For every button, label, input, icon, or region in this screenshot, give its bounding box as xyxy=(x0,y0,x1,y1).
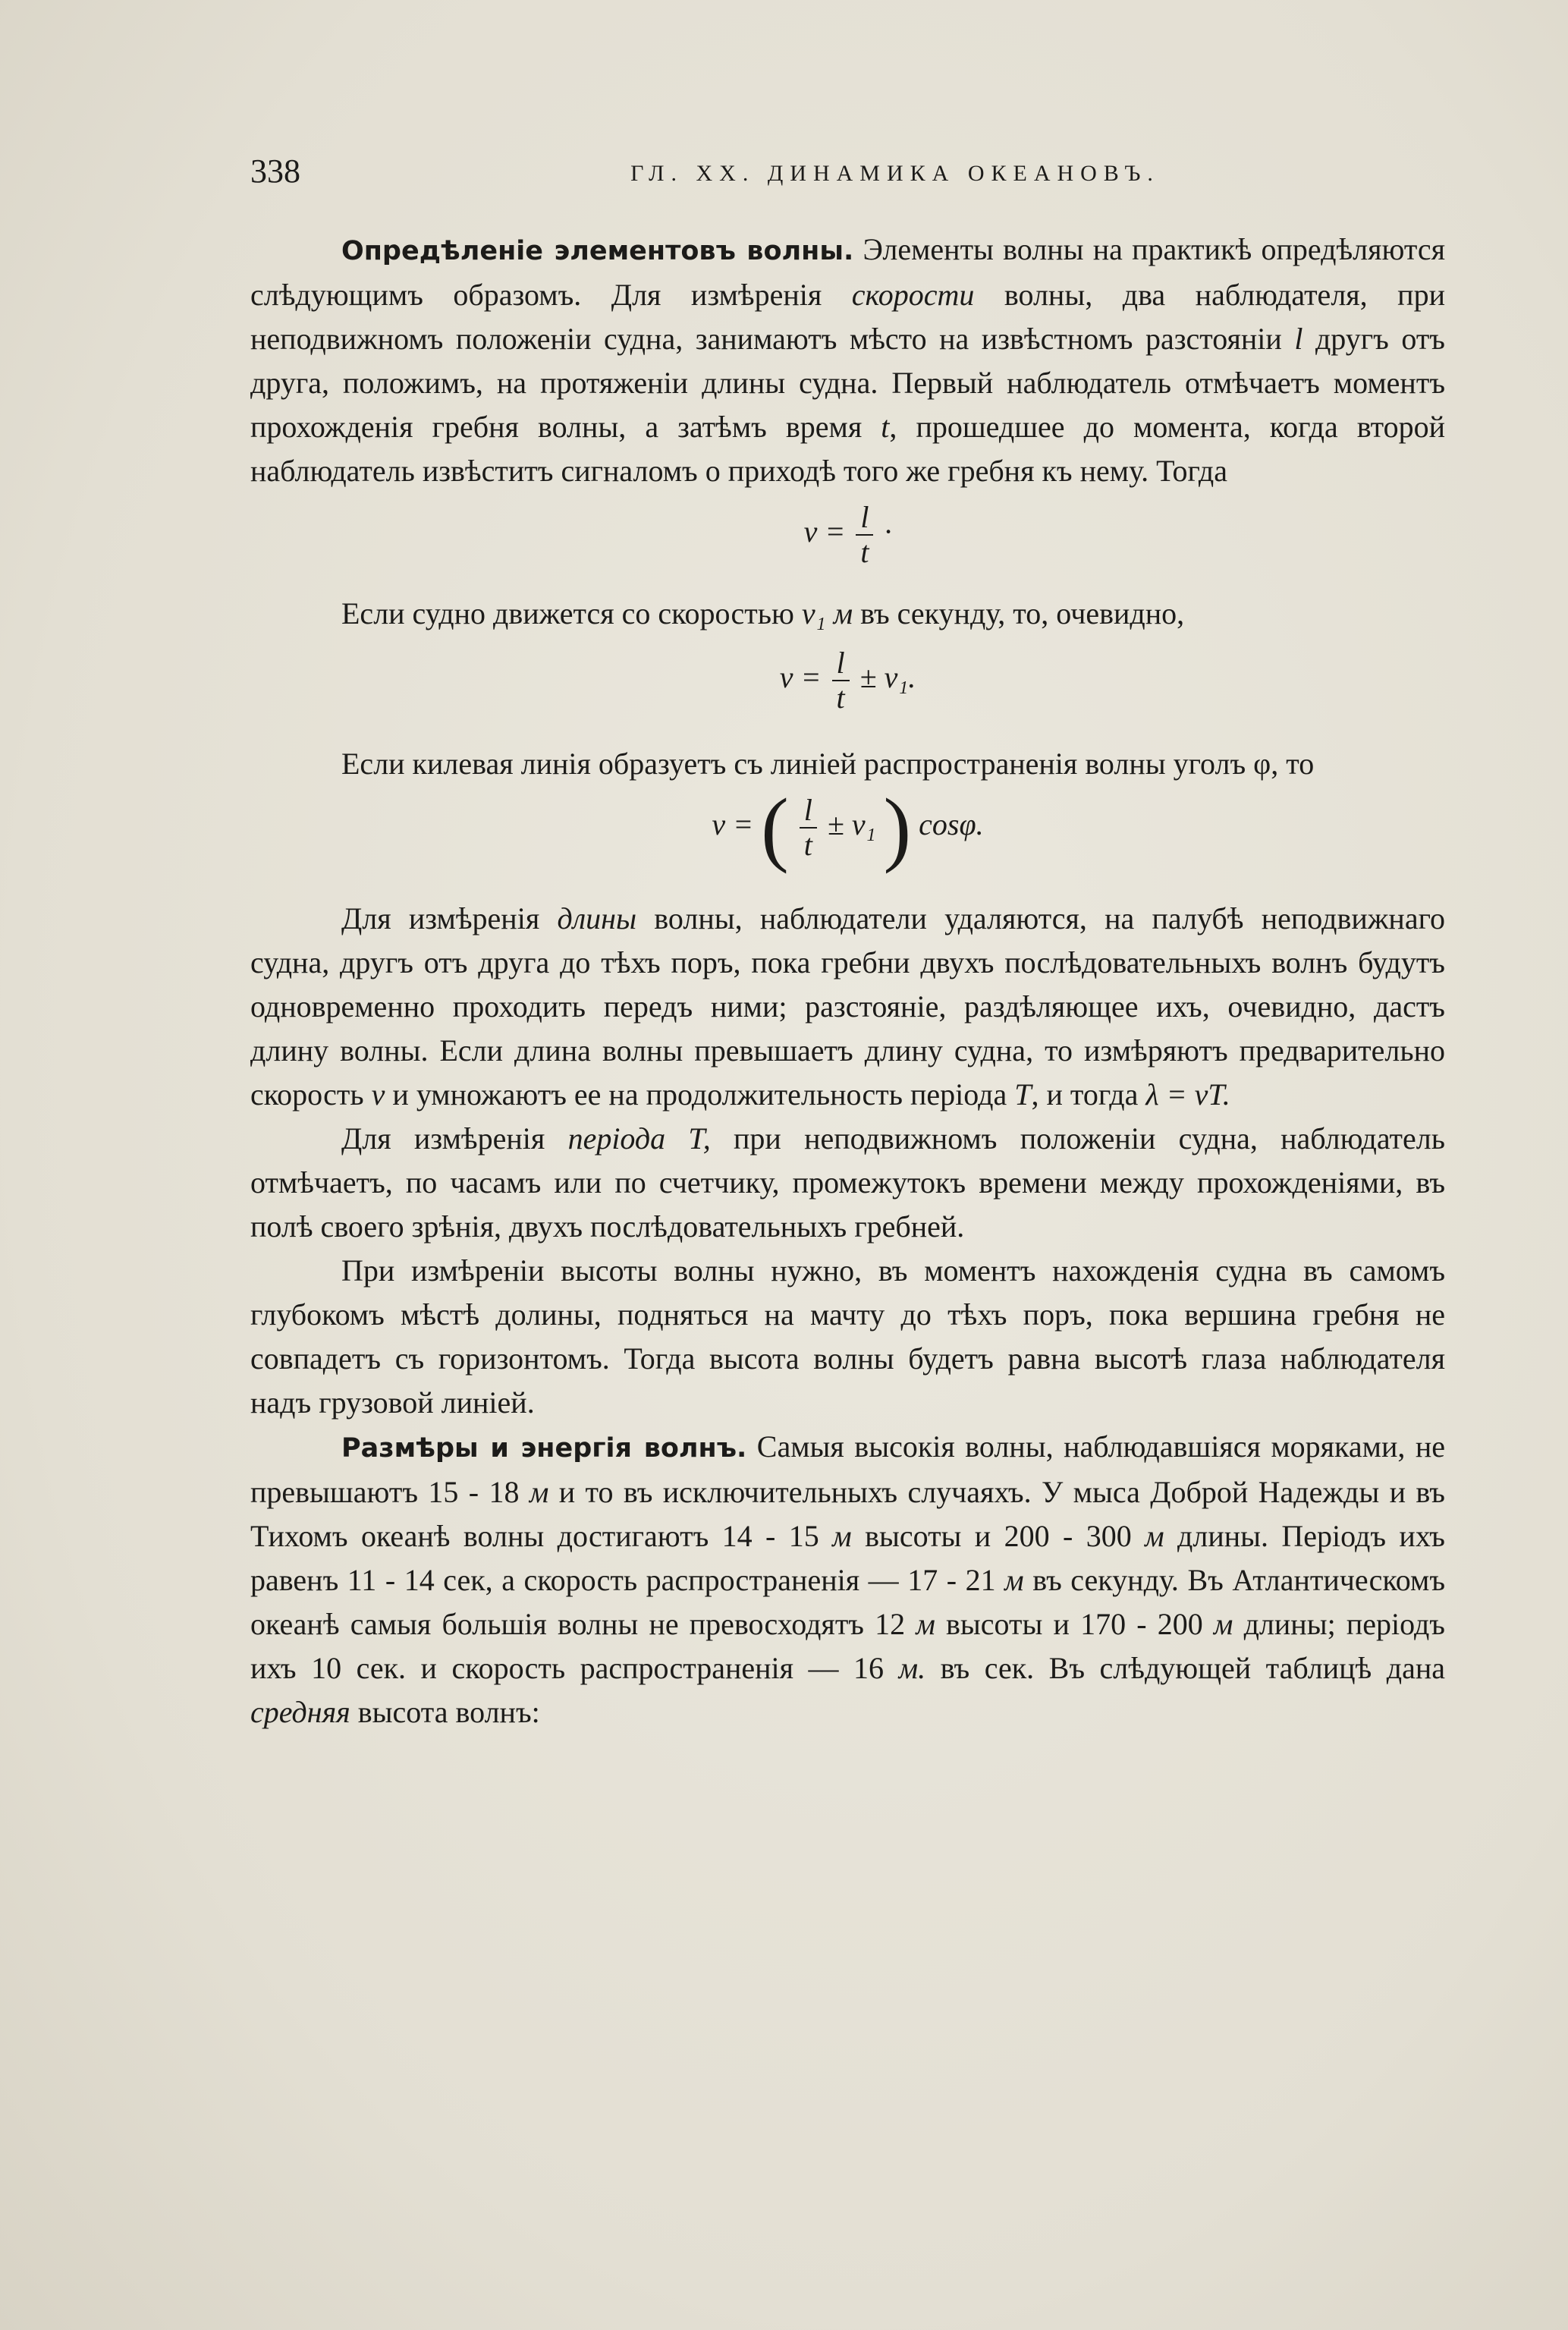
text-run: высоты и 170 - 200 xyxy=(935,1607,1214,1641)
emphasis: длины xyxy=(557,901,637,935)
formula-velocity-ship xyxy=(250,646,1445,715)
paragraph-height: При измѣреніи высоты волны нужно, въ моментъ нахожденія судна въ самомъ глубокомъ мѣстѣ долины, подняться на мачту до тѣхъ поръ, пока вершина гребня не совпадетъ съ горизонтомъ. Тогда высота волны будетъ равна высотѣ глаза наблюдателя надъ грузовой линіей. xyxy=(250,1253,1445,1420)
text-run: , прошедшее до момента, когда второй наблюдатель извѣститъ сигналомъ о приходѣ того же гребня къ нему. Тогда xyxy=(250,410,1445,488)
text-run: Если судно движется со скоростью xyxy=(341,596,802,630)
text-run: высоты и 200 - 300 xyxy=(851,1519,1145,1553)
text-run: Если килевая линія образуетъ съ линіей распространенія волны уголъ φ, то xyxy=(341,747,1315,781)
denominator: t xyxy=(832,680,850,715)
text-run: длины; періодъ ихъ 10 сек. и скорость распространенія — 16 xyxy=(250,1607,1445,1685)
formula-lhs: v = xyxy=(803,514,846,549)
numerator: l xyxy=(803,793,812,827)
unit: м xyxy=(1145,1519,1164,1553)
text-run: Для измѣренія xyxy=(341,1121,568,1156)
emphasis: періода T, xyxy=(567,1121,711,1156)
section-heading: Опредѣленіе элементовъ волны. xyxy=(341,236,854,266)
fraction xyxy=(856,501,873,569)
unit: м xyxy=(916,1607,935,1641)
formula-rhs: cosφ. xyxy=(919,807,984,842)
unit: м xyxy=(1213,1607,1233,1641)
formula-rhs: ± v₁. xyxy=(859,660,916,695)
paragraph-definition xyxy=(250,228,1445,493)
paragraph-period xyxy=(250,1117,1445,1249)
emphasis: v xyxy=(371,1077,385,1112)
formula-mid: ± v₁ xyxy=(827,807,876,842)
fraction xyxy=(800,794,817,862)
formula-lhs: v = xyxy=(712,807,754,842)
text-run: высота волнъ: xyxy=(350,1695,540,1729)
fraction xyxy=(832,646,850,715)
text-run: Самыя высокія волны, наблюдавшіяся моряками, не превышаютъ 15 - 18 xyxy=(250,1429,1446,1509)
text-run: , и тогда xyxy=(1031,1077,1146,1112)
text-run: въ сек. Въ слѣдующей таблицѣ дана xyxy=(925,1651,1445,1685)
numerator: l xyxy=(836,646,845,680)
unit: м xyxy=(529,1475,549,1509)
paragraph-keel-angle xyxy=(250,742,1445,786)
text-run: въ секунду, то, очевидно, xyxy=(853,596,1185,630)
formula-lhs: v = xyxy=(779,660,822,695)
page-body xyxy=(250,228,1445,1734)
emphasis: t xyxy=(881,410,890,444)
emphasis: λ = vT. xyxy=(1145,1077,1230,1112)
denominator: t xyxy=(800,827,817,862)
text-run: при неподвижномъ положеніи судна, наблюдатель отмѣчаетъ, по часамъ или по счетчику, промежутокъ времени между прохожденіями, въ полѣ своего зрѣнія, двухъ послѣдовательныхъ гребней. xyxy=(250,1121,1445,1244)
text-run: другъ отъ друга, положимъ, на протяженіи длины судна. Первый наблюдатель отмѣчаетъ моментъ прохожденія гребня волны, а затѣмъ время xyxy=(250,322,1445,444)
page-header xyxy=(250,152,1449,205)
unit: м xyxy=(1004,1563,1024,1597)
unit: м xyxy=(832,1519,852,1553)
text-run: Для измѣренія xyxy=(341,901,558,935)
emphasis: средняя xyxy=(250,1695,350,1729)
section-heading: Размѣры и энергія волнъ. xyxy=(341,1433,747,1464)
emphasis: T xyxy=(1014,1077,1032,1112)
text-run: волны, два наблюдателя, при неподвижномъ положеніи судна, занимаютъ мѣсто на извѣстномъ разстояніи xyxy=(250,278,1445,356)
emphasis: v₁ м xyxy=(801,596,853,630)
paragraph-length xyxy=(250,897,1445,1117)
numerator: l xyxy=(860,500,869,534)
paragraph-ship-speed xyxy=(250,592,1445,636)
text-run: и умножаютъ ее на продолжительность періода xyxy=(385,1077,1015,1112)
text-run: Элементы волны на практикѣ опредѣляются слѣдующимъ образомъ. Для измѣренія xyxy=(250,232,1445,312)
text-run: и то въ исключительныхъ случаяхъ. У мыса Доброй Надежды и въ Тихомъ океанѣ волны достигаютъ 14 - 15 xyxy=(250,1475,1445,1553)
text-run: въ секунду. Въ Атлантическомъ океанѣ самыя большія волны не превосходятъ 12 xyxy=(250,1563,1445,1641)
formula-end: · xyxy=(884,514,892,549)
page-number: 338 xyxy=(250,153,300,190)
formula-velocity-angle xyxy=(250,781,1445,874)
unit: м. xyxy=(898,1651,926,1685)
emphasis: l xyxy=(1294,322,1303,356)
emphasis: скорости xyxy=(851,278,975,312)
paren-open: ( xyxy=(761,781,789,874)
denominator: t xyxy=(856,534,873,569)
formula-velocity xyxy=(250,501,1445,569)
text-run: волны, наблюдатели удаляются, на палубѣ неподвижнаго судна, другъ отъ друга до тѣхъ поръ, пока гребни двухъ послѣдовательныхъ волнъ будутъ одновременно проходить передъ ними; разстояніе, раздѣляющее ихъ, очевидно, дастъ длину волны. Если длина волны превышаетъ длину судна, то измѣряютъ предварительно скорость xyxy=(250,901,1445,1112)
text-run: длины. Періодъ ихъ равенъ 11 - 14 сек, а скорость распространенія — 17 - 21 xyxy=(250,1519,1445,1597)
paragraph-sizes-energy xyxy=(250,1425,1445,1734)
running-title: ГЛ. XX. ДИНАМИКА ОКЕАНОВЪ. xyxy=(630,161,1160,186)
paren-close: ) xyxy=(883,781,912,874)
